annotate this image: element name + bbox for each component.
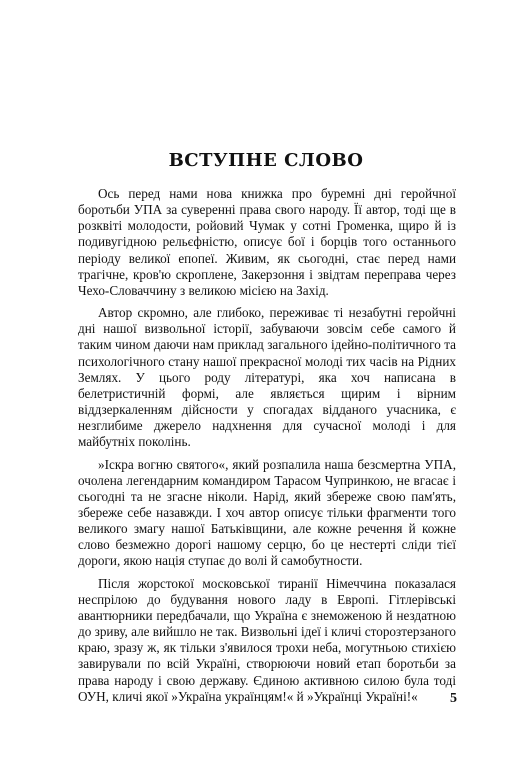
paragraph: Після жорстокої московської тиранії Німеччина показалася неспрілою до будування нового ладу в Европі. Гітлерівські авантюрники передбачали, що Україна є знеможеною й нездатною до зриву, але вийшло не так. Визвольні ідеї і кличі сторозтерзаного краю, зразу ж, як тільки з'явилося трохи неба, могутньою стихією завирували по всій Україні, створюючи новий етап боротьби за права народу і свою державу. Єдиною активною силою була тоді ОУН, кличі якої »Україна українцям!« й »Українці Україні!« <box>78 575 456 704</box>
paragraph: »Іскра вогню святого«, який розпалила наша безсмертна УПА, очолена легендарним командиром Тарасом Чупринкою, не вгасає і сьогодні та не згасне ніколи. Нарід, який збереже свою пам'ять, збереже себе назавжди. І хоч автор описує тільки фрагменти того великого змагу нашої Батьківщини, але кожне речення й кожне слово безмежно дорогі нашому серцю, бо це нестерті сліди тієї дороги, якою нація ступає до волі й самобутности. <box>78 456 456 569</box>
paragraph: Ось перед нами нова книжка про буремні дні геройчної боротьби УПА за суверенні права свого народу. Її автор, тоді ще в розквіті молодости, ройовий Чумак у сотні Громенка, щиро й із подивугідною рельєфністю, описує бої і борців того останнього періоду великої епопеї. Живим, як сьогодні, стає перед нами трагічне, кров'ю скроплене, Закерзоння і звідтам переправа через Чехо-Словаччину з великою місією на Захід. <box>78 186 456 298</box>
page-title: ВСТУПНЕ СЛОВО <box>168 150 364 171</box>
page-number: 5 <box>450 691 457 706</box>
body-text <box>78 186 456 711</box>
paragraph: Автор скромно, але глибоко, переживає ті незабутні геройчні дні нашої визвольної історії, забуваючи зовсім себе самого й таким чином даючи нам приклад загального ідейно-політичного та психологічного стану нашої прекрасної молоді тих часів на Рідних Землях. У цього роду літературі, яка хоч написана в белетристичній формі, але являється щирим і вірним віддзеркаленням дійсности у спогадах відданого учасника, є незглибиме джерело надхнення для сучасної молоді і для майбутніх поколінь. <box>78 305 456 450</box>
